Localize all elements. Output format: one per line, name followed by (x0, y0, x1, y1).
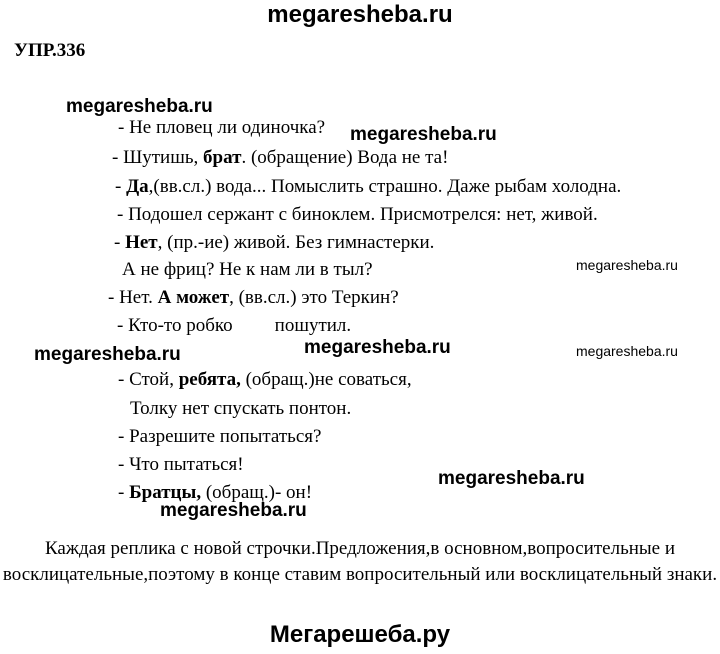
watermark: megaresheba.ru (34, 344, 181, 365)
line-text: А не фриц? Не к нам ли в тыл? (122, 259, 373, 280)
highlighted-word: ребята, (178, 369, 246, 390)
watermark: megaresheba.ru (576, 343, 678, 359)
watermark: megaresheba.ru (438, 468, 585, 489)
line-text: . (обращение) Вода не та! (241, 147, 449, 168)
line-text: - (115, 176, 127, 197)
line-text: (обращ.)не соваться, (245, 369, 412, 390)
line-text: - Разрешите попытаться? (118, 426, 322, 447)
highlighted-word: Братцы, (129, 482, 202, 503)
line-text: (обращ.)- он! (201, 482, 313, 503)
line-text: - Что пытаться! (118, 454, 244, 475)
exercise-title: УПР.336 (14, 40, 86, 61)
text-line (114, 231, 434, 255)
line-text: - Шутишь, (112, 147, 204, 168)
text-line (118, 368, 412, 392)
text-line (118, 453, 244, 477)
line-text: - Нет. (108, 287, 158, 308)
highlighted-word: брат (203, 147, 242, 168)
line-text: - (114, 232, 126, 253)
watermark: megaresheba.ru (304, 337, 451, 358)
highlighted-word: Нет (125, 232, 158, 253)
highlighted-word: Да (126, 176, 149, 197)
line-text: ,(вв.сл.) вода... Помыслить страшно. Даже рыбам холодна. (148, 176, 622, 197)
highlighted-word: А может (157, 287, 230, 308)
text-line (115, 175, 621, 199)
site-footer: Мегарешеба.ру (269, 621, 451, 648)
line-text: , (вв.сл.) это Теркин? (229, 287, 399, 308)
line-text: пошутил. (274, 315, 352, 336)
text-line (117, 314, 351, 338)
text-line (130, 397, 351, 421)
watermark: megaresheba.ru (350, 124, 497, 145)
line-text: - Подошел сержант с биноклем. Присмотрелся: нет, живой. (117, 204, 598, 225)
line-text: - Стой, (118, 369, 179, 390)
line-text: - Не пловец ли одиночка? (118, 117, 326, 138)
line-text: , (пр.-ие) живой. Без гимнастерки. (157, 232, 435, 253)
text-line (118, 116, 325, 140)
line-text: - (118, 482, 130, 503)
watermark: megaresheba.ru (160, 500, 307, 521)
text-line (122, 258, 373, 282)
conclusion-text: Каждая реплика с новой строчки.Предложения,в основном,вопросительные и восклицательные,поэтому в конце ставим вопросительный или восклицательный знаки. (2, 538, 718, 585)
watermark: megaresheba.ru (576, 257, 678, 273)
text-line (118, 481, 312, 505)
text-line (117, 203, 598, 227)
text-line (118, 425, 321, 449)
line-text: - Кто-то робко (117, 315, 233, 336)
text-line (108, 286, 399, 310)
watermark: megaresheba.ru (66, 96, 213, 117)
text-line (112, 146, 448, 170)
site-header: megaresheba.ru (267, 1, 453, 28)
line-text: Толку нет спускать понтон. (130, 398, 352, 419)
